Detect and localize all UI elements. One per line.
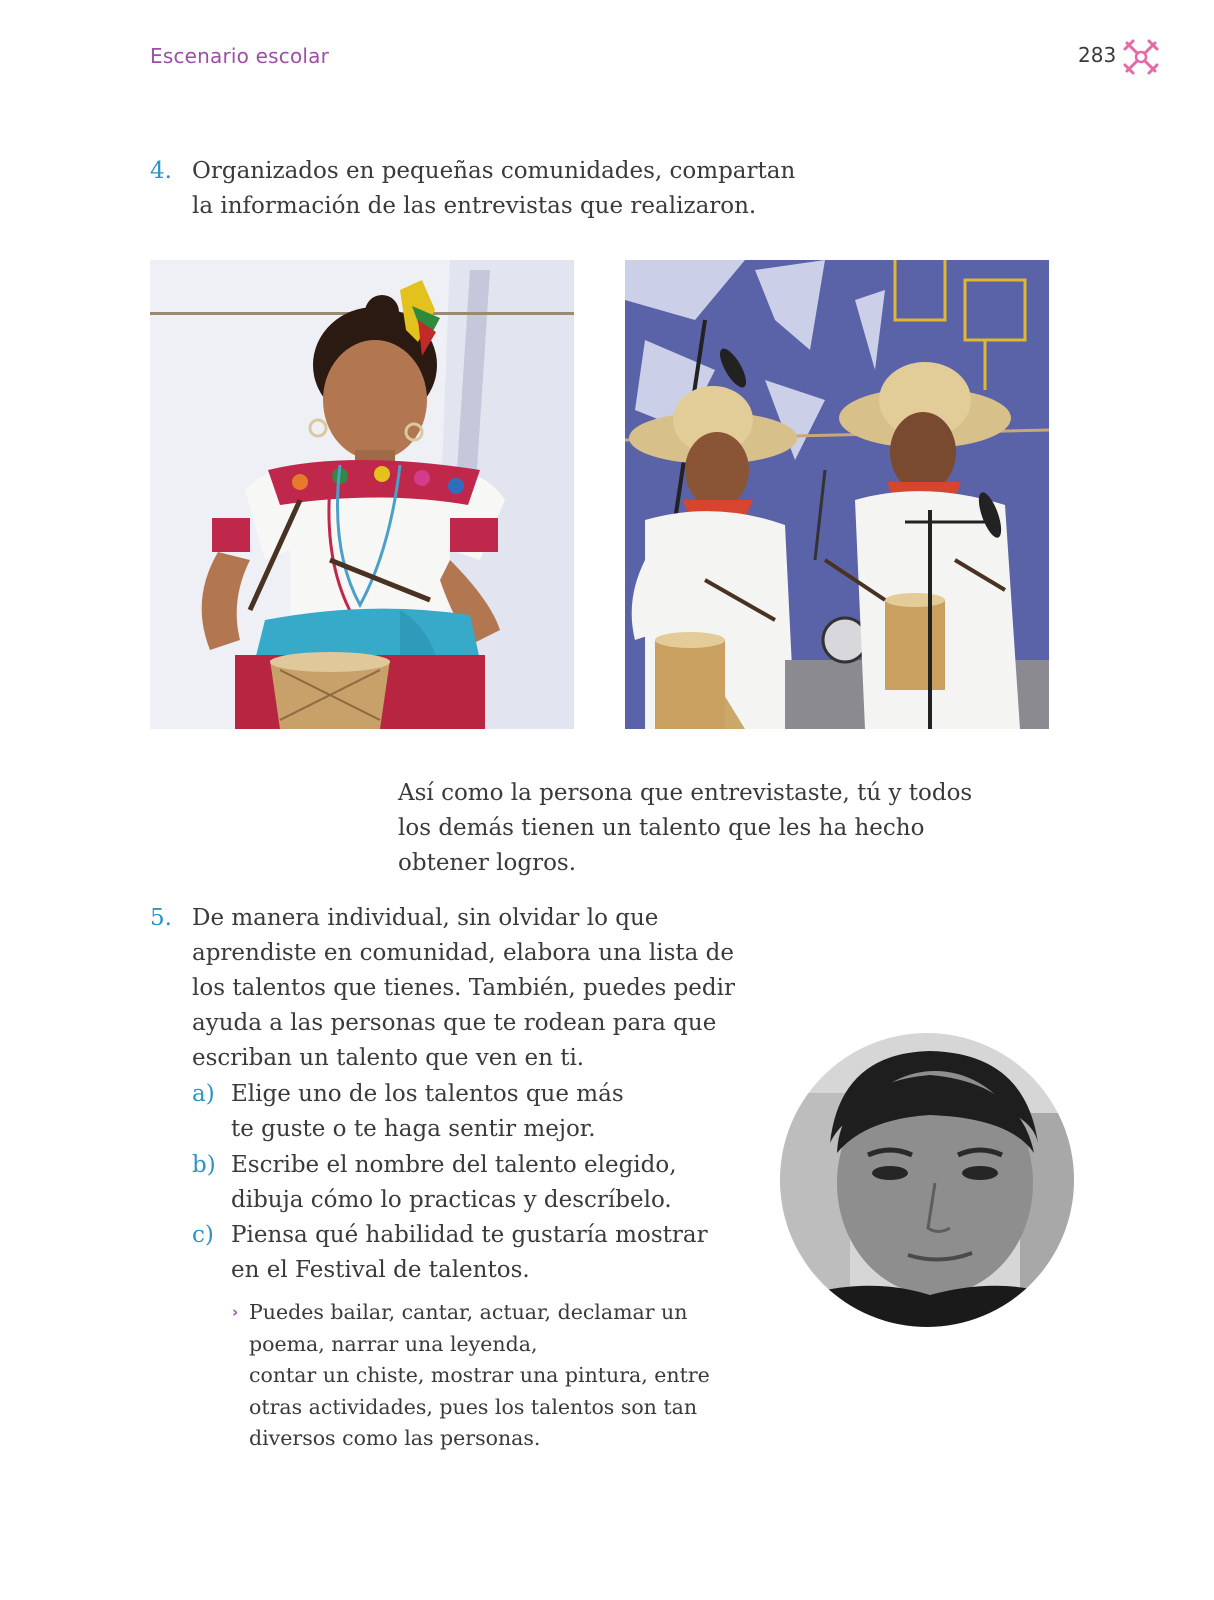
subitem-line: Escribe el nombre del talento elegido, bbox=[231, 1152, 677, 1178]
subitem-line: Piensa qué habilidad te gustaría mostrar bbox=[231, 1222, 708, 1248]
subitem-letter: b) bbox=[192, 1152, 216, 1178]
step-5 bbox=[150, 901, 792, 1076]
bullet-line: Puedes bailar, cantar, actuar, declamar un bbox=[249, 1300, 688, 1324]
bullet-mark: › bbox=[232, 1303, 239, 1321]
girl-playing-drum-photo bbox=[150, 260, 574, 729]
cross-star-icon bbox=[1122, 38, 1160, 76]
step-number: 4. bbox=[150, 158, 172, 184]
step-text-line: De manera individual, sin olvidar lo que bbox=[192, 905, 659, 931]
subitem-c bbox=[192, 1218, 771, 1288]
subitem-letter: a) bbox=[192, 1081, 215, 1107]
page-number: 283 bbox=[1078, 43, 1117, 67]
boys-playing-drums-photo bbox=[625, 260, 1049, 729]
step-text-line: los talentos que tienes. También, puedes pedir bbox=[192, 975, 735, 1001]
paragraph-line: Así como la persona que entrevistaste, tú y todos bbox=[398, 780, 973, 806]
subitem-line: te guste o te haga sentir mejor. bbox=[231, 1116, 596, 1142]
subitem-line: Elige uno de los talentos que más bbox=[231, 1081, 624, 1107]
section-title: Escenario escolar bbox=[150, 44, 330, 68]
subitem-line: en el Festival de talentos. bbox=[231, 1257, 530, 1283]
step-text-line: aprendiste en comunidad, elabora una lista de bbox=[192, 940, 734, 966]
step-text-line: Organizados en pequeñas comunidades, compartan bbox=[192, 158, 796, 184]
bullet-line: diversos como las personas. bbox=[249, 1426, 541, 1450]
bullet-line: otras actividades, pues los talentos son tan bbox=[249, 1394, 698, 1419]
step-4 bbox=[150, 154, 912, 224]
step-number: 5. bbox=[150, 905, 172, 931]
paragraph-line: los demás tienen un talento que les ha hecho bbox=[398, 815, 925, 841]
subitem-a bbox=[192, 1077, 771, 1147]
talent-examples-bullet bbox=[232, 1297, 749, 1455]
paragraph-line: obtener logros. bbox=[398, 850, 577, 876]
step-text-line: ayuda a las personas que te rodean para que bbox=[192, 1010, 717, 1036]
subitem-letter: c) bbox=[192, 1222, 214, 1248]
subitem-b bbox=[192, 1148, 771, 1218]
bullet-line: poema, narrar una leyenda, bbox=[249, 1331, 538, 1356]
step-text-line: escriban un talento que ven en ti. bbox=[192, 1045, 585, 1071]
step-text-line: la información de las entrevistas que realizaron. bbox=[192, 193, 757, 219]
reflection-paragraph bbox=[398, 776, 1038, 881]
bullet-line: contar un chiste, mostrar una pintura, entre bbox=[249, 1363, 710, 1387]
boy-portrait-photo bbox=[780, 1033, 1074, 1327]
subitem-line: dibuja cómo lo practicas y descríbelo. bbox=[231, 1187, 672, 1213]
